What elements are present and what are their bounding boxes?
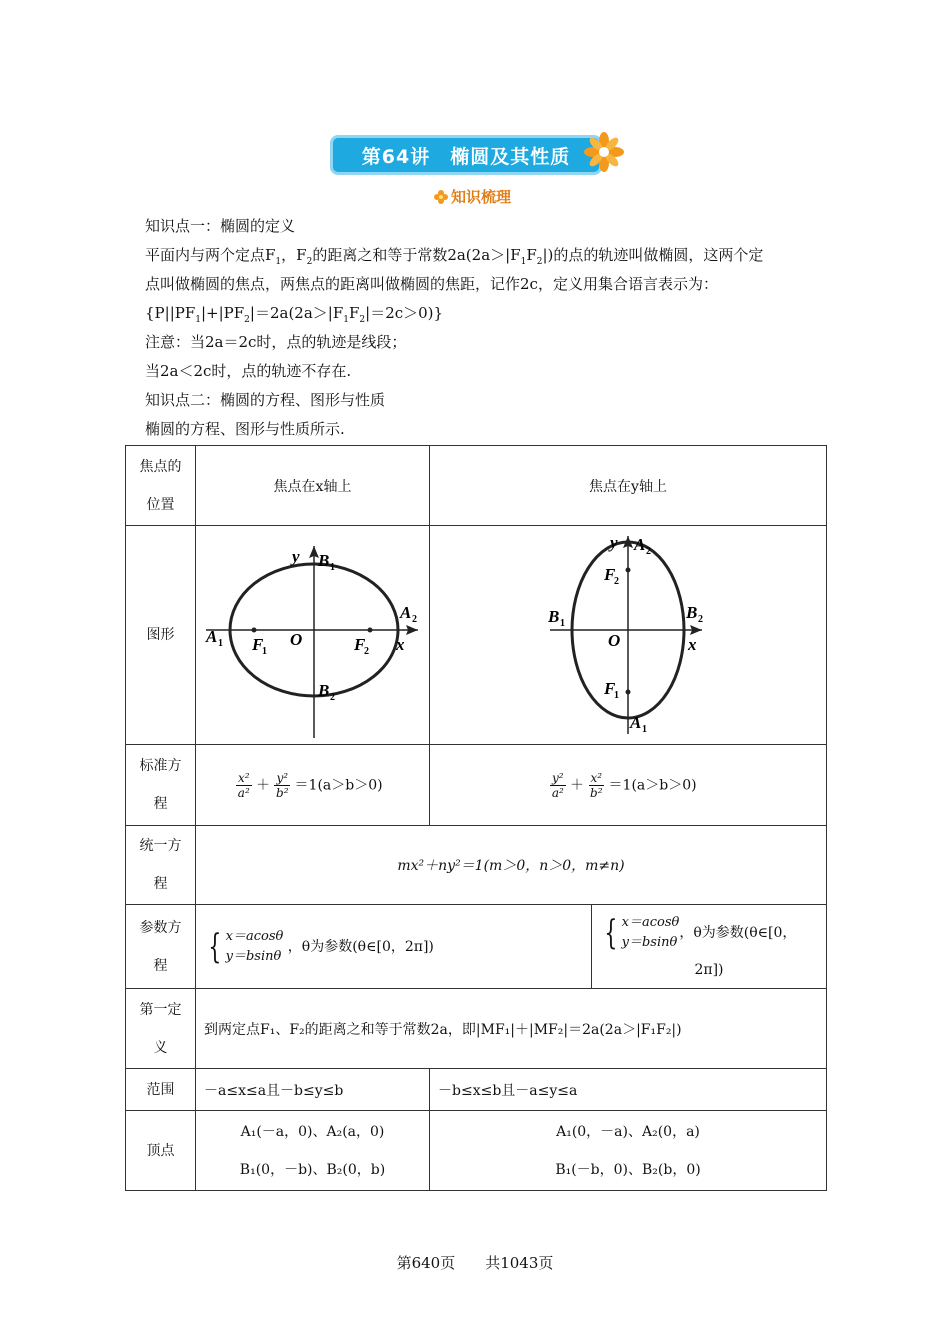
vertex-line-2: B₁(0，－b)、B₂(0，b) [239, 1161, 386, 1178]
text: |)的点的轨迹叫做椭圆，这两个定 [542, 246, 764, 264]
text: ，F [281, 246, 307, 264]
param-line-2: y＝bsinθ [621, 934, 678, 950]
row-label: 焦点的位置 [126, 446, 196, 526]
param-line-2: y＝bsinθ [225, 948, 282, 964]
param-tail: ，θ为参数(θ∈[0，2π]) [287, 938, 434, 955]
subscript: 1 [614, 690, 619, 701]
fraction: $\frac{\text{x²}}{\text{a²}}$ [237, 770, 250, 800]
x-label: x [396, 635, 405, 654]
origin-label: O [290, 630, 303, 649]
section-label: 知识梳理 [451, 188, 512, 206]
table-row [126, 905, 827, 989]
subscript: 1 [560, 618, 565, 629]
note-line-1: 注意：当2a＝2c时，点的轨迹是线段； [145, 333, 407, 351]
text: |＝2c＞0)} [365, 304, 444, 322]
vertex-line-1: A₁(0，－a)、A₂(0，a) [556, 1123, 700, 1140]
label-f2: F [354, 635, 366, 654]
lecture-title: 第64讲 椭圆及其性质 [361, 145, 571, 168]
subscript: 2 [614, 576, 619, 587]
text: F [526, 246, 537, 264]
knowledge-point-1-title: 知识点一：椭圆的定义 [145, 217, 296, 235]
focus-point-f2 [368, 628, 373, 633]
note-line-2: 当2a＜2c时，点的轨迹不存在. [145, 362, 352, 380]
vertical-ellipse-cell [430, 526, 827, 745]
text: 平面内与两个定点F [145, 246, 276, 264]
small-flower-icon [434, 190, 448, 204]
focus-point-f1 [626, 690, 631, 695]
x-label: x [688, 635, 697, 654]
section-heading [434, 186, 511, 207]
row-label: 统一方程 [126, 826, 196, 905]
first-definition-cell: 到两定点F₁、F₂的距离之和等于常数2a，即|MF₁|＋|MF₂|＝2a(2a＞|F₁F₂|) [196, 989, 827, 1069]
table-intro: 椭圆的方程、图形与性质所示. [145, 420, 345, 438]
subscript: 2 [412, 614, 417, 625]
row-label: 图形 [126, 526, 196, 745]
text: |+|PF [200, 304, 245, 322]
vertical-ellipse-figure [430, 526, 826, 740]
standard-equation-y-cell: $\frac{\text{y²}}{\text{a²}}$ ＋ $\frac{\text{x²}}{\text{b²}}$ ＝1(a＞b＞0) [430, 745, 827, 826]
y-label: y [610, 533, 618, 552]
row-label: 标准方程 [126, 745, 196, 826]
subscript: 1 [642, 724, 647, 735]
table-row [126, 745, 827, 826]
subscript: 2 [364, 646, 369, 657]
fraction: $\frac{\text{x²}}{\text{b²}}$ [590, 770, 603, 800]
label-b2: B [318, 681, 330, 700]
page-footer: 第640页 共1043页 [396, 1254, 554, 1272]
focus-point-f2 [626, 568, 631, 573]
origin-label: O [608, 631, 621, 650]
row-label: 参数方程 [126, 905, 196, 989]
subscript: 2 [244, 315, 250, 325]
label-b2: B [686, 603, 698, 622]
equation-tail: ＝1(a＞b＞0) [608, 777, 697, 793]
row-label: 第一定义 [126, 989, 196, 1069]
label-b1: B [548, 607, 560, 626]
fraction: $\frac{\text{y²}}{\text{b²}}$ [276, 770, 289, 800]
subscript: 1 [218, 638, 223, 649]
table-row [126, 1069, 827, 1111]
table-row [126, 1111, 827, 1191]
subscript: 1 [330, 562, 335, 573]
param-line-1: x＝acosθ [225, 928, 284, 944]
table-row [126, 446, 827, 526]
focus-point-f1 [252, 628, 257, 633]
subscript: 2 [536, 257, 543, 267]
vertex-line-2: B₁(－b，0)、B₂(b，0) [555, 1161, 701, 1178]
label-f1: F [252, 635, 264, 654]
vertex-x-cell [196, 1111, 430, 1191]
focus-x-axis-cell: 焦点在x轴上 [196, 446, 430, 526]
range-x-cell: －a≤x≤a且－b≤y≤b [196, 1069, 430, 1111]
vertex-y-cell [430, 1111, 827, 1191]
range-y-cell: －b≤x≤b且－a≤y≤a [430, 1069, 827, 1111]
label-f1: F [604, 679, 616, 698]
definition-line-2: 点叫做椭圆的焦点，两焦点的距离叫做椭圆的焦距，记作2c，定义用集合语言表示为： [145, 275, 718, 293]
y-label: y [292, 547, 300, 566]
equation-tail: ＝1(a＞b＞0) [294, 777, 383, 793]
label-a1: A [206, 627, 218, 646]
param-tail: ，θ为参数(θ∈[0， [679, 924, 797, 941]
text: 的距离之和等于常数2a(2a＞|F [312, 246, 521, 264]
subscript: 1 [520, 257, 527, 267]
label-f2: F [604, 565, 616, 584]
text: |＝2a(2a＞|F [249, 304, 344, 322]
row-label: 顶点 [126, 1111, 196, 1191]
row-label: 范围 [126, 1069, 196, 1111]
knowledge-point-2-title: 知识点二：椭圆的方程、图形与性质 [145, 391, 386, 409]
table-row [126, 989, 827, 1069]
parametric-y-cell [592, 905, 827, 989]
focus-y-axis-cell: 焦点在y轴上 [430, 446, 827, 526]
lecture-title-banner [330, 135, 602, 175]
unified-equation-cell: mx²＋ny²＝1(m＞0，n＞0，m≠n) [196, 826, 827, 905]
vertex-line-1: A₁(－a，0)、A₂(a，0) [240, 1123, 385, 1140]
subscript: 2 [330, 692, 335, 703]
subscript: 1 [262, 646, 267, 657]
subscript: 1 [343, 315, 349, 325]
parametric-brace: { x＝acosθ y＝bsinθ [208, 926, 284, 967]
subscript: 1 [195, 315, 201, 325]
text: F [348, 304, 360, 322]
ellipse-properties-table [125, 445, 827, 1191]
label-b1: B [318, 551, 330, 570]
label-a2: A [634, 535, 646, 554]
subscript: 2 [698, 614, 703, 625]
horizontal-ellipse-figure [196, 526, 429, 740]
text: {P||PF [145, 304, 196, 322]
flower-icon [582, 130, 626, 174]
label-a2: A [400, 603, 412, 622]
horizontal-ellipse-cell [196, 526, 430, 745]
label-a1: A [630, 713, 642, 732]
parametric-brace: { x＝acosθ y＝bsinθ [604, 912, 680, 953]
subscript: 2 [306, 257, 313, 267]
table-row [126, 526, 827, 745]
param-line-1: x＝acosθ [621, 914, 680, 930]
parametric-x-cell [196, 905, 592, 989]
subscript: 1 [275, 257, 282, 267]
subscript: 2 [646, 546, 651, 557]
subscript: 2 [359, 315, 366, 325]
fraction: $\frac{\text{y²}}{\text{a²}}$ [551, 770, 564, 800]
table-row [126, 826, 827, 905]
standard-equation-x-cell: $\frac{\text{x²}}{\text{a²}}$ ＋ $\frac{\text{y²}}{\text{b²}}$ ＝1(a＞b＞0) [196, 745, 430, 826]
param-tail-cont: 2π]) [694, 961, 724, 978]
